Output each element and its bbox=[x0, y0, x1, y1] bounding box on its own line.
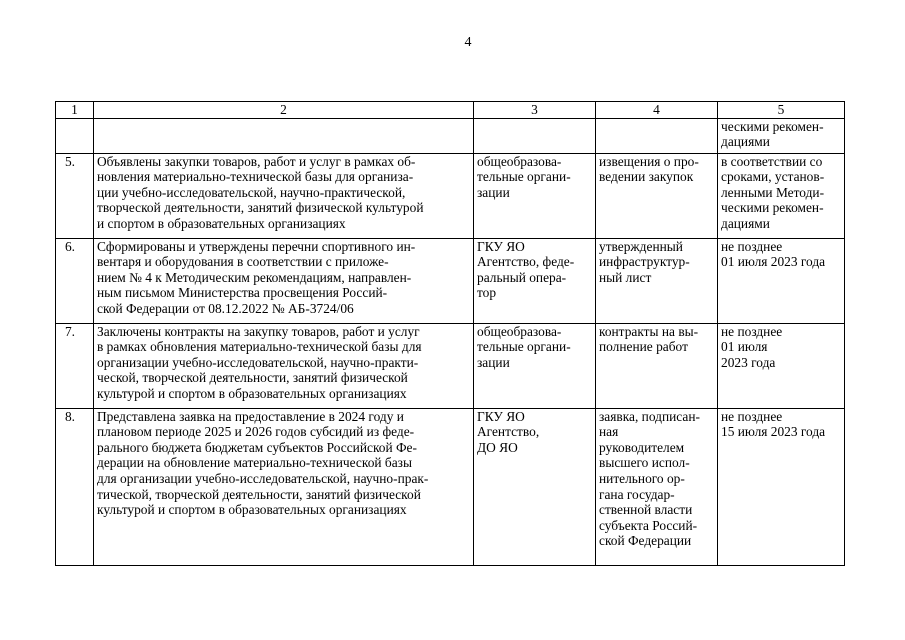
plan-table bbox=[55, 101, 845, 566]
cell-text-line: не позднее bbox=[721, 323, 783, 339]
cell-text-line: заявка, подписан- bbox=[599, 408, 700, 424]
page-number: 4 bbox=[464, 35, 472, 50]
cell-text-line: ГКУ ЯО bbox=[477, 238, 525, 254]
table-row bbox=[56, 323, 845, 408]
cell-text-line: общеобразова- bbox=[477, 153, 562, 169]
cell-text-line: дациями bbox=[721, 134, 770, 150]
cell-text-line: в рамках обновления материально-технической базы для bbox=[97, 339, 422, 355]
cell-text-line: 15 июля 2023 года bbox=[721, 424, 826, 440]
row-number-cell: 7. bbox=[56, 323, 94, 408]
cell-text-line: руководителем bbox=[599, 439, 685, 455]
cell-text-line: контракты на вы- bbox=[599, 323, 699, 339]
cell-text-line: культурой и спортом в образовательных организациях bbox=[97, 385, 407, 401]
cell-text-line: ным письмом Министерства просвещения Россий- bbox=[97, 285, 388, 301]
responsible-cell bbox=[474, 408, 596, 565]
cell-text-line: зации bbox=[477, 184, 510, 200]
table-row bbox=[56, 238, 845, 323]
cell-text-line: ции учебно-исследовательской, научно-практической, bbox=[97, 184, 406, 200]
result-cell bbox=[596, 408, 718, 565]
cell-text-line: организации учебно-исследовательской, научно-практи- bbox=[97, 354, 419, 370]
responsible-cell bbox=[474, 118, 596, 153]
cell-text-line: тельные органи- bbox=[477, 169, 571, 185]
table-body bbox=[56, 118, 845, 565]
cell-text-line: новления материально-технической базы для организа- bbox=[97, 169, 414, 185]
cell-text-line: ный лист bbox=[599, 269, 652, 285]
cell-text-line: в соответствии со bbox=[721, 153, 823, 169]
cell-text-line: тической, творческой деятельности, занятий физической bbox=[97, 486, 421, 502]
deadline-cell bbox=[718, 118, 845, 153]
cell-text-line: ственной власти bbox=[599, 502, 693, 518]
column-header-3: 3 bbox=[474, 102, 596, 119]
cell-text-line: культурой и спортом в образовательных организациях bbox=[97, 502, 407, 518]
cell-text-line: Заключены контракты на закупку товаров, работ и услуг bbox=[97, 323, 420, 339]
table-row bbox=[56, 408, 845, 565]
cell-text-line: ДО ЯО bbox=[477, 439, 518, 455]
cell-text-line: ГКУ ЯО bbox=[477, 408, 525, 424]
cell-text-line: высшего испол- bbox=[599, 455, 690, 471]
cell-text-line: 01 июля bbox=[721, 339, 768, 355]
result-cell bbox=[596, 323, 718, 408]
result-cell bbox=[596, 153, 718, 238]
deadline-cell bbox=[718, 408, 845, 565]
cell-text-line: творческой деятельности, занятий физической культурой bbox=[97, 200, 424, 216]
event-cell bbox=[94, 118, 474, 153]
row-number-cell bbox=[56, 118, 94, 153]
event-cell bbox=[94, 408, 474, 565]
cell-text-line: не позднее bbox=[721, 408, 783, 424]
cell-text-line: утвержденный bbox=[599, 238, 683, 254]
event-cell bbox=[94, 153, 474, 238]
event-cell bbox=[94, 323, 474, 408]
result-cell bbox=[596, 118, 718, 153]
cell-text-line: ской Федерации bbox=[599, 533, 692, 549]
cell-text-line: ленными Методи- bbox=[721, 184, 825, 200]
cell-text-line: Агентство, феде- bbox=[477, 254, 575, 270]
table-header-row bbox=[56, 102, 845, 119]
row-number-cell: 6. bbox=[56, 238, 94, 323]
deadline-cell bbox=[718, 238, 845, 323]
responsible-cell bbox=[474, 153, 596, 238]
cell-text-line: гана государ- bbox=[599, 486, 675, 502]
event-cell bbox=[94, 238, 474, 323]
cell-text-line: ная bbox=[599, 424, 619, 440]
cell-text-line: ральный опера- bbox=[477, 269, 567, 285]
cell-text-line: нием № 4 к Методическим рекомендациям, направлен- bbox=[97, 269, 412, 285]
cell-text-line: 2023 года bbox=[721, 354, 776, 370]
cell-text-line: ческими рекомен- bbox=[721, 200, 824, 216]
cell-text-line: Сформированы и утверждены перечни спортивного ин- bbox=[97, 238, 416, 254]
cell-text-line: инфраструктур- bbox=[599, 254, 690, 270]
cell-text-line: сроками, установ- bbox=[721, 169, 825, 185]
cell-text-line: тор bbox=[477, 285, 497, 301]
table-row bbox=[56, 118, 845, 153]
cell-text-line: и спортом в образовательных организациях bbox=[97, 215, 346, 231]
responsible-cell bbox=[474, 323, 596, 408]
cell-text-line: Объявлены закупки товаров, работ и услуг в рамках об- bbox=[97, 153, 416, 169]
cell-text-line: извещения о про- bbox=[599, 153, 699, 169]
cell-text-line: полнение работ bbox=[599, 339, 688, 355]
deadline-cell bbox=[718, 153, 845, 238]
cell-text-line: 01 июля 2023 года bbox=[721, 254, 826, 270]
deadline-cell bbox=[718, 323, 845, 408]
cell-text-line: плановом периоде 2025 и 2026 годов субсидий из феде- bbox=[97, 424, 415, 440]
cell-text-line: рального бюджета бюджетам субъектов Российской Фе- bbox=[97, 439, 417, 455]
cell-text-line: общеобразова- bbox=[477, 323, 562, 339]
responsible-cell bbox=[474, 238, 596, 323]
cell-text-line: Представлена заявка на предоставление в 2024 году и bbox=[97, 408, 404, 424]
cell-text-line: для организации учебно-исследовательской, научно-прак- bbox=[97, 470, 429, 486]
column-header-1: 1 bbox=[56, 102, 94, 119]
cell-text-line: ческими рекомен- bbox=[721, 118, 824, 134]
cell-text-line: ведении закупок bbox=[599, 169, 694, 185]
cell-text-line: ческой, творческой деятельности, занятий физической bbox=[97, 370, 408, 386]
cell-text-line: зации bbox=[477, 354, 510, 370]
cell-text-line: субъекта Россий- bbox=[599, 517, 698, 533]
cell-text-line: ской Федерации от 08.12.2022 № АБ-3724/06 bbox=[97, 300, 354, 316]
cell-text-line: Агентство, bbox=[477, 424, 540, 440]
column-header-2: 2 bbox=[94, 102, 474, 119]
column-header-5: 5 bbox=[718, 102, 845, 119]
table-row bbox=[56, 153, 845, 238]
cell-text-line: дациями bbox=[721, 215, 770, 231]
result-cell bbox=[596, 238, 718, 323]
row-number-cell: 5. bbox=[56, 153, 94, 238]
row-number-cell: 8. bbox=[56, 408, 94, 565]
column-header-4: 4 bbox=[596, 102, 718, 119]
cell-text-line: вентаря и оборудования в соответствии с приложе- bbox=[97, 254, 389, 270]
cell-text-line: тельные органи- bbox=[477, 339, 571, 355]
cell-text-line: дерации на обновление материально-технической базы bbox=[97, 455, 412, 471]
cell-text-line: не позднее bbox=[721, 238, 783, 254]
cell-text-line: нительного ор- bbox=[599, 470, 685, 486]
